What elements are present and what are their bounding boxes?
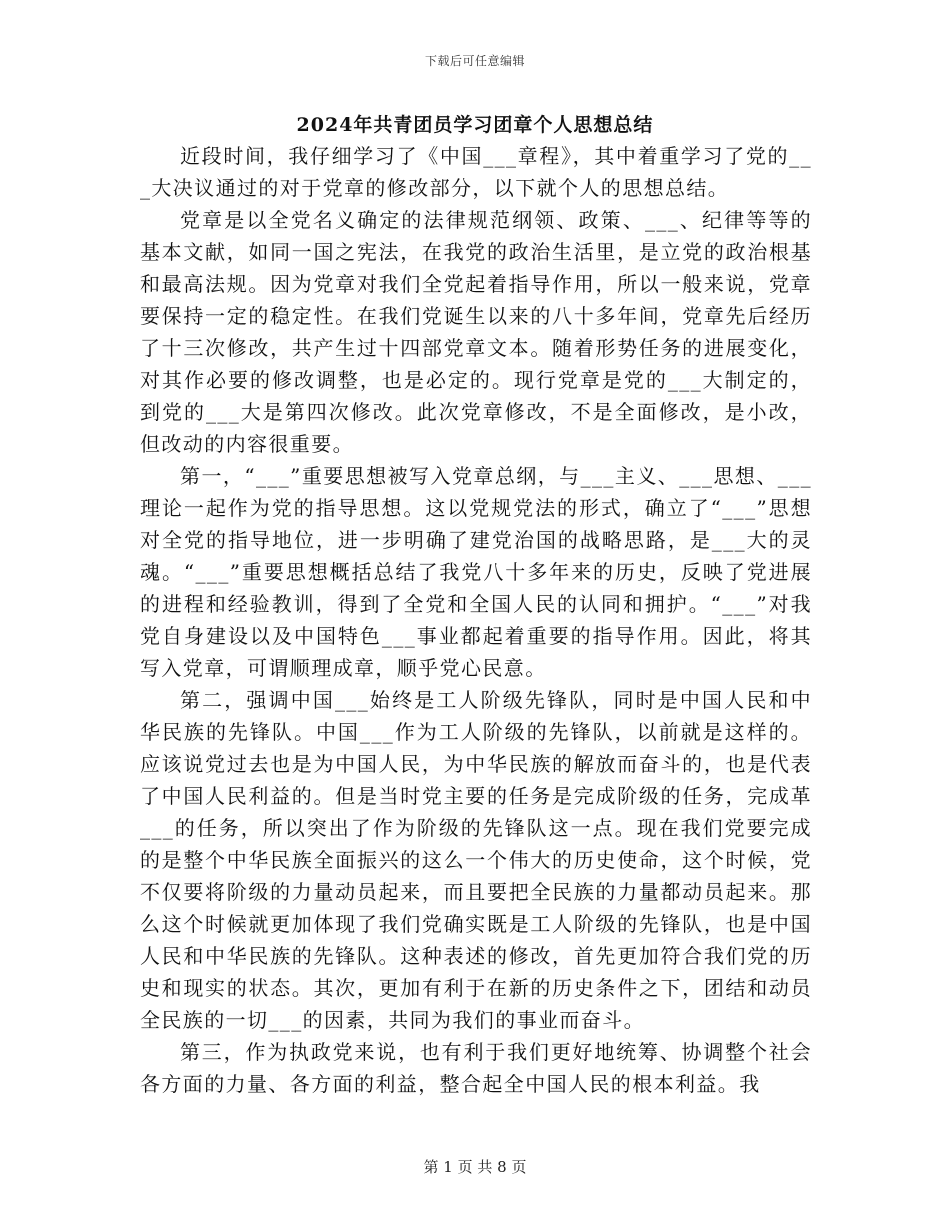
document-title: 2024年共青团员学习团章个人思想总结 <box>296 114 654 136</box>
page-footer: 第 1 页 共 8 页 <box>423 1158 527 1176</box>
document-body <box>140 140 812 1100</box>
paragraph-1: 近段时间，我仔细学习了《中国___章程》，其中着重学习了党的___大决议通过的对于党章的修改部分，以下就个人的思想总结。 <box>140 144 812 200</box>
paragraph-5: 第三，作为执政党来说，也有利于我们更好地统筹、协调整个社会各方面的力量、各方面的利益，整合起全中国人民的根本利益。我 <box>140 1040 812 1096</box>
paragraph-4: 第二，强调中国___始终是工人阶级先锋队，同时是中国人民和中华民族的先锋队。中国___作为工人阶级的先锋队，以前就是这样的。应该说党过去也是为中国人民，为中华民族的解放而奋斗的，也是代表了中国人民利益的。但是当时党主要的任务是完成阶级的任务，完成革___的任务，所以突出了作为阶级的先锋队这一点。现在我们党要完成的是整个中华民族全面振兴的这么一个伟大的历史使命，这个时候，党不仅要将阶级的力量动员起来，而且要把全民族的力量都动员起来。那么这个时候就更加体现了我们党确实既是工人阶级的先锋队，也是中国人民和中华民族的先锋队。这种表述的修改，首先更加符合我们党的历史和现实的状态。其次，更加有利于在新的历史条件之下，团结和动员全民族的一切___的因素，共同为我们的事业而奋斗。 <box>140 688 812 1032</box>
paragraph-3: 第一，“___”重要思想被写入党章总纲，与___主义、___思想、___理论一起作为党的指导思想。这以党规党法的形式，确立了“___”思想对全党的指导地位，进一步明确了建党治国的战略思路，是___大的灵魂。“___”重要思想概括总结了我党八十多年来的历史，反映了党进展的进程和经验教训，得到了全党和全国人民的认同和拥护。“___”对我党自身建设以及中国特色___事业都起着重要的指导作用。因此，将其写入党章，可谓顺理成章，顺乎党心民意。 <box>140 464 812 680</box>
paragraph-2: 党章是以全党名义确定的法律规范纲领、政策、___、纪律等等的基本文献，如同一国之宪法，在我党的政治生活里，是立党的政治根基和最高法规。因为党章对我们全党起着指导作用，所以一般来说，党章要保持一定的稳定性。在我们党诞生以来的八十多年间，党章先后经历了十三次修改，共产生过十四部党章文本。随着形势任务的进展变化，对其作必要的修改调整，也是必定的。现行党章是党的___大制定的，到党的___大是第四次修改。此次党章修改，不是全面修改，是小改，但改动的内容很重要。 <box>140 208 812 456</box>
page-header: 下载后可任意编辑 <box>424 54 525 68</box>
